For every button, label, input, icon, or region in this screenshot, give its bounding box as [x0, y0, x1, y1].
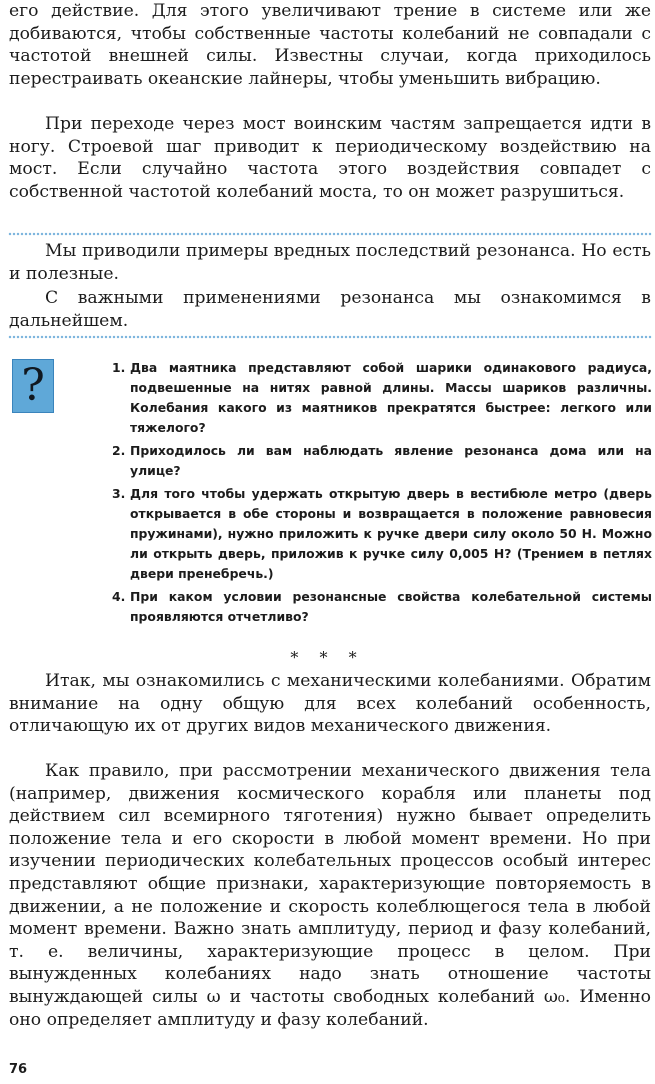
highlight-harmful-useful: Мы приводили примеры вредных последствий резонанса. Но есть и полезные. [9, 241, 651, 284]
question-number: 2. [112, 443, 126, 458]
question-item [112, 441, 652, 481]
question-text: Два маятника представляют собой шарики одинакового радиуса, подвешенные на нитях равной длины. Массы шариков различны. Колебания какого из маятников прекратятся быстрее: легкого или тяжелого? [130, 360, 652, 435]
paragraph-bridge: При переходе через мост воинским частям запрещается идти в ногу. Строевой шаг приводит к периодическому воздействию на мост. Если случайно частота этого воздействия совпадет с собственной частотой колебаний моста, то он может разрушиться. [9, 114, 651, 202]
question-number: 3. [112, 486, 126, 501]
paragraph-summary: Итак, мы ознакомились с механическими колебаниями. Обратим внимание на одну общую для всех колебаний особенность, отличающую их от других видов механического движения. [9, 671, 651, 737]
question-item [112, 358, 652, 438]
question-text: При каком условии резонансные свойства колебательной системы проявляются отчетливо? [130, 589, 652, 624]
question-mark-icon: ? [12, 359, 54, 413]
page-number: 76 [9, 1062, 28, 1077]
question-text: Для того чтобы удержать открытую дверь в вестибюле метро (дверь открывается в обе стороны и возвращается в положение равновесия пружинами), нужно приложить к ручке двери силу около 50 Н. Можно ли открыть дверь, приложив к ручке силу 0,005 Н? (Трением в петлях двери пренебречь.) [130, 486, 652, 581]
paragraph-vibration-end: его действие. Для этого увеличивают трение в системе или же добиваются, чтобы собственные частоты колебаний не совпадали с частотой внешней силы. Известны случаи, когда приходилось перестраивать океанские лайнеры, чтобы уменьшить вибрацию. [9, 1, 651, 89]
paragraph-periodic-motion: Как правило, при рассмотрении механического движения тела (например, движения космического корабля или планеты под действием сил всемирного тяготения) нужно бывает определить положение тела и его скорости в любой момент времени. Но при изучении периодических колебательных процессов особый интерес представляют общие признаки, характеризующие повторяемость в движении, а не положение и скорость колеблющегося тела в любой момент времени. Важно знать амплитуду, период и фазу колебаний, т. е. величины, характеризующие процесс в целом. При вынужденных колебаниях надо знать отношение частоты вынуждающей силы ω и частоты свободных колебаний ω₀. Именно оно определяет амплитуду и фазу колебаний. [9, 761, 651, 1030]
question-text: Приходилось ли вам наблюдать явление резонанса дома или на улице? [130, 443, 652, 478]
questions-list [112, 358, 652, 630]
divider-bottom [8, 335, 652, 339]
question-number: 4. [112, 589, 126, 604]
highlight-applications: С важными применениями резонанса мы ознакомимся в дальнейшем. [9, 288, 651, 331]
question-number: 1. [112, 360, 126, 375]
question-item [112, 587, 652, 627]
section-separator: * * * [290, 648, 365, 667]
divider-top [8, 232, 652, 236]
question-item [112, 484, 652, 584]
